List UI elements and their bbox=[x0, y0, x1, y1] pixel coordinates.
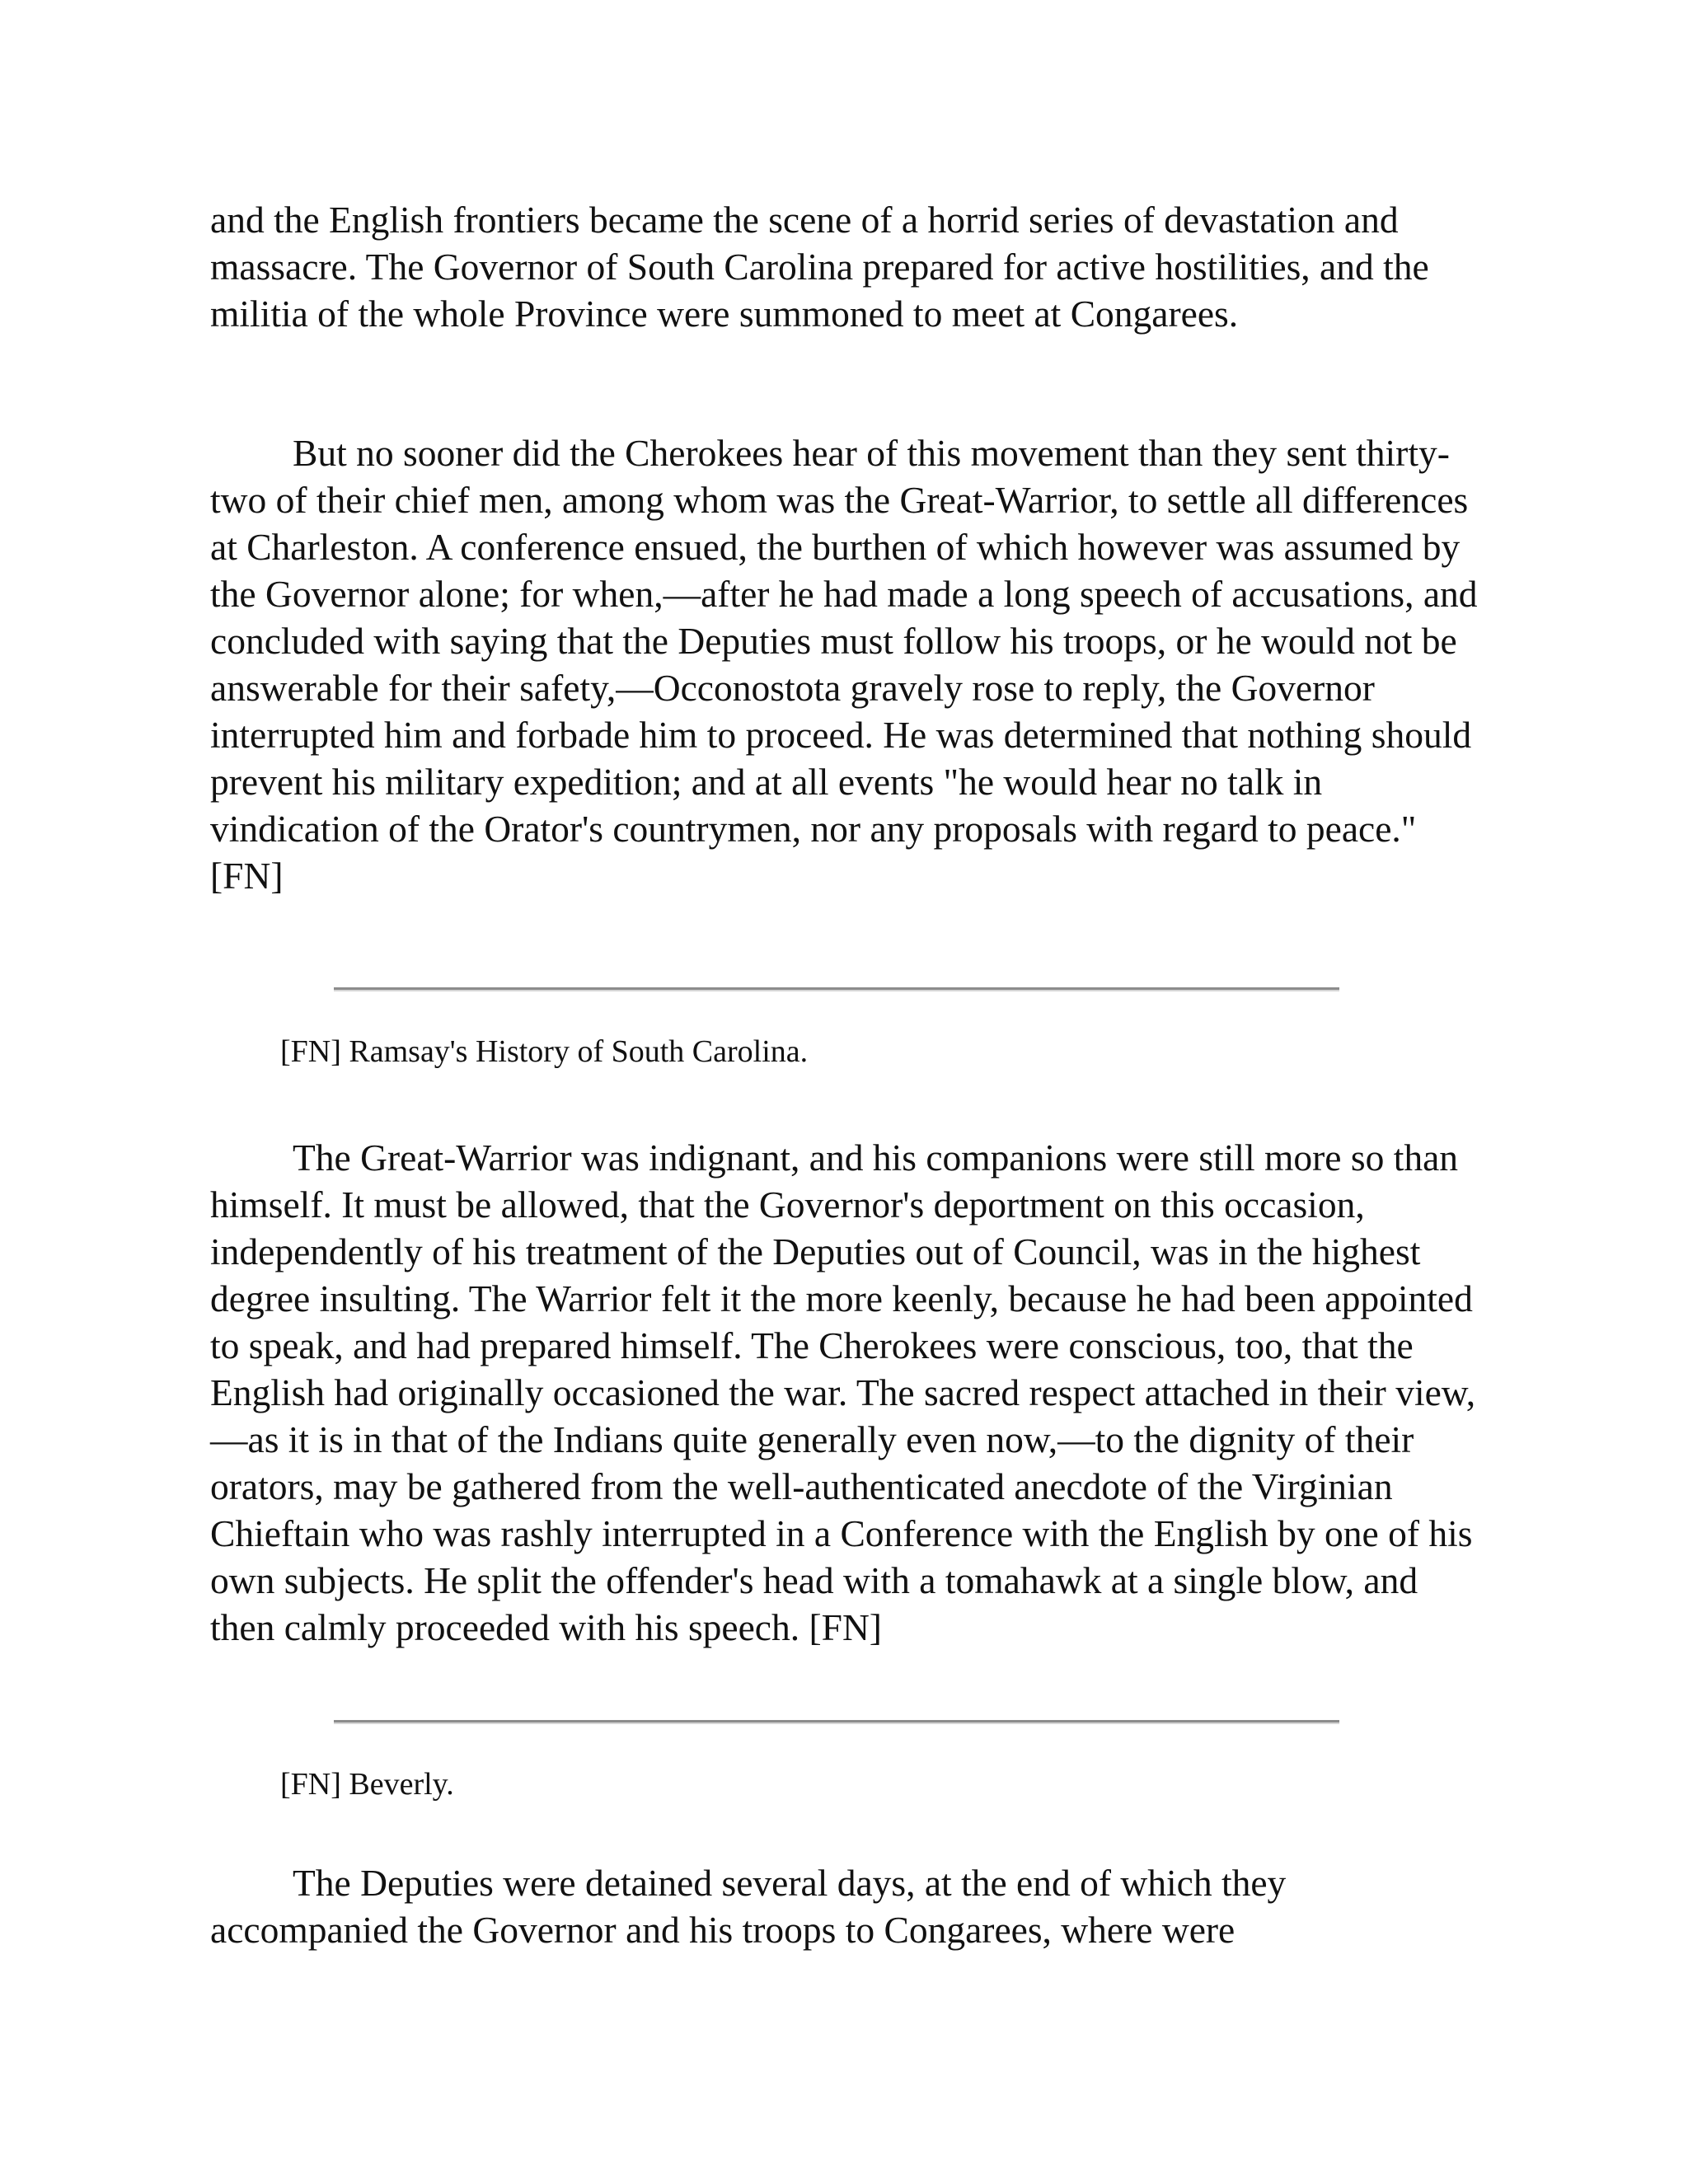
paragraph-1: and the English frontiers became the scene of a horrid series of devastation and massacre. The Governor of South Carolina prepared for active hostilities, and the militia of the whole Province were summoned to meet at Congarees. bbox=[210, 199, 1429, 335]
footnote-divider-1 bbox=[334, 987, 1339, 991]
paragraph-2: But no sooner did the Cherokees hear of this movement than they sent thirty-two of their chief men, among whom was the Great-Warrior, to settle all differences at Charleston. A conference ensued, the burthen of which however was assumed by the Governor alone; for when,—after he had made a long speech of accusations, and concluded with saying that the Deputies must follow his troops, or he would not be answerable for their safety,—Occonostota gravely rose to reply, the Governor interrupted him and forbade him to proceed. He was determined that nothing should prevent his military expedition; and at all events "he would hear no talk in vindication of the Orator's countrymen, nor any proposals with regard to peace." [FN] bbox=[210, 432, 1478, 897]
paragraph-4: The Deputies were detained several days, at the end of which they accompanied the Governor and his troops to Congarees, where were bbox=[210, 1862, 1287, 1951]
footnote-2: [FN] Beverly. bbox=[280, 1767, 454, 1802]
footnote-1: [FN] Ramsay's History of South Carolina. bbox=[280, 1034, 809, 1069]
paragraph-3: The Great-Warrior was indignant, and his companions were still more so than himself. It must be allowed, that the Governor's deportment on this occasion, independently of his treatment of the Deputies out of Council, was in the highest degree insulting. The Warrior felt it the more keenly, because he had been appointed to speak, and had prepared himself. The Cherokees were conscious, too, that the English had originally occasioned the war. The sacred respect attached in their view,—as it is in that of the Indians quite generally even now,—to the dignity of their orators, may be gathered from the well-authenticated anecdote of the Virginian Chieftain who was rashly interrupted in a Conference with the English by one of his own subjects. He split the offender's head with a tomahawk at a single blow, and then calmly proceeded with his speech. [FN] bbox=[210, 1137, 1476, 1648]
footnote-divider-2 bbox=[334, 1720, 1339, 1724]
